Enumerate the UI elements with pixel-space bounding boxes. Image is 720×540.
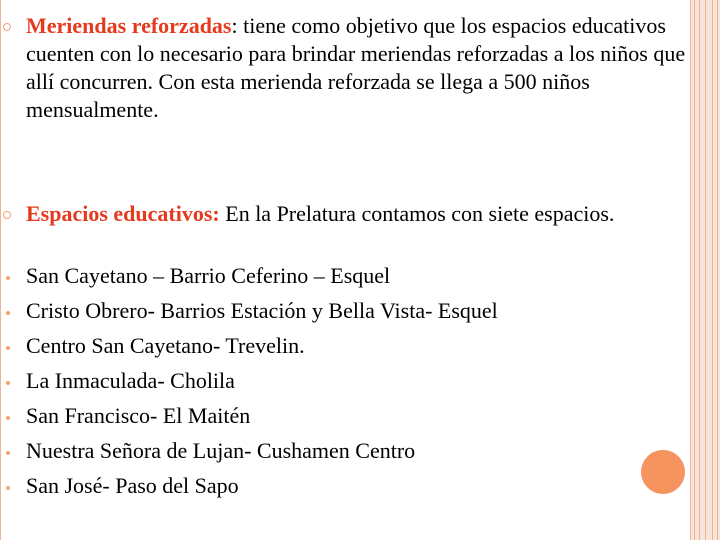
- dot-bullet-icon: [6, 381, 10, 385]
- list-item: Nuestra Señora de Lujan- Cushamen Centro: [26, 438, 416, 463]
- right-stripe-line: [699, 0, 700, 540]
- paragraph-meriendas: [26, 12, 686, 124]
- paragraph-heading: Espacios educativos:: [26, 201, 220, 226]
- right-stripe-line: [717, 0, 718, 540]
- paragraph-text: En la Prelatura contamos con siete espacios.: [219, 201, 615, 226]
- list-item: San Cayetano – Barrio Ceferino – Esquel: [26, 263, 391, 288]
- dot-bullet-icon: [6, 451, 10, 455]
- list-item: San José- Paso del Sapo: [26, 473, 239, 498]
- dot-bullet-icon: [6, 276, 10, 280]
- list-item: Centro San Cayetano- Trevelin.: [26, 333, 305, 358]
- paragraph-heading: Meriendas reforzadas: [26, 13, 232, 38]
- dot-bullet-icon: [6, 416, 10, 420]
- list-item: Cristo Obrero- Barrios Estación y Bella Vista- Esquel: [26, 298, 498, 323]
- decorative-circle: [641, 450, 685, 494]
- circle-bullet-icon: [3, 23, 11, 31]
- circle-bullet-icon: [3, 211, 11, 219]
- paragraph-text: : tiene como objetivo que los espacios educativos cuenten con lo necesario para brindar meriendas reforzadas a los niños que allí concurren. Con esta merienda reforzada se llega a 500 niños mensualmente.: [26, 13, 686, 122]
- right-stripe-line: [712, 0, 713, 540]
- list-item: San Francisco- El Maitén: [26, 403, 251, 428]
- right-stripe-line: [705, 0, 706, 540]
- dot-bullet-icon: [6, 346, 10, 350]
- right-stripe-line: [694, 0, 695, 540]
- left-rule: [0, 0, 1, 540]
- paragraph-espacios: [26, 200, 686, 228]
- dot-bullet-icon: [6, 486, 10, 490]
- right-stripe-line: [690, 0, 691, 540]
- dot-bullet-icon: [6, 311, 10, 315]
- list-item: La Inmaculada- Cholila: [26, 368, 235, 393]
